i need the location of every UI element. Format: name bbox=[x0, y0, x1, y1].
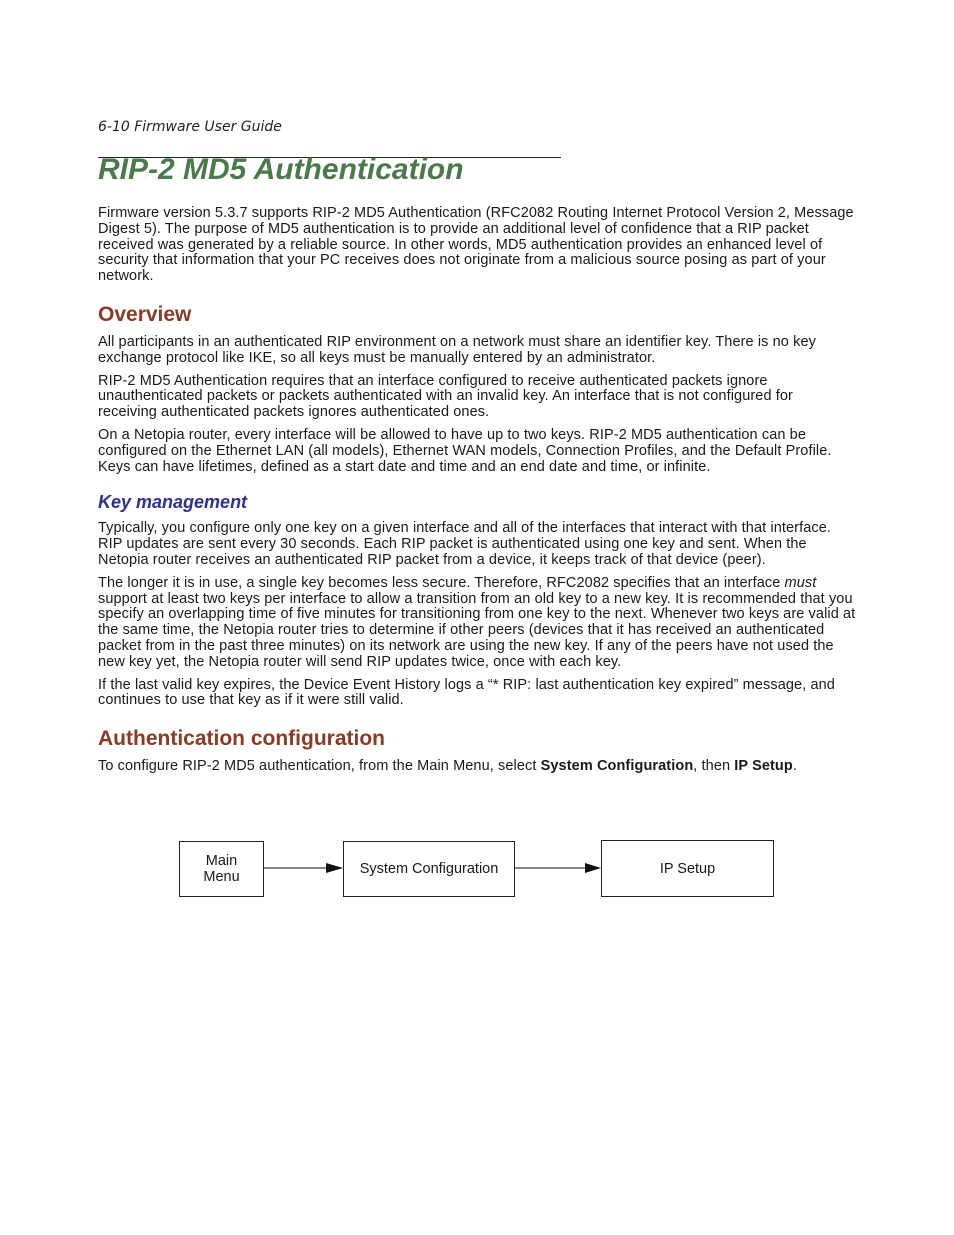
key-management-paragraph-2 bbox=[98, 576, 856, 671]
box-label-line-2: Menu bbox=[203, 869, 240, 885]
text-run: . bbox=[792, 758, 797, 775]
arrow-2 bbox=[515, 863, 601, 873]
text-run: The longer it is in use, a single key becomes less secure. Therefore, RFC2082 specifies that an interface bbox=[98, 574, 785, 591]
diagram-box-system-configuration: System Configuration bbox=[343, 841, 515, 897]
diagram-box-ip-setup: IP Setup bbox=[601, 840, 774, 897]
document-body bbox=[98, 206, 856, 782]
key-management-paragraph-1: Typically, you configure only one key on a given interface and all of the interfaces that interact with that interface. RIP updates are sent every 30 seconds. Each RIP packet is authenticated using one key and sent. When the Netopia router receives an authenticated RIP packet from a device, it keeps track of that device (peer). bbox=[98, 520, 832, 568]
page-title: RIP-2 MD5 Authentication bbox=[98, 153, 464, 186]
key-management-paragraph-3: If the last valid key expires, the Device Event History logs a “* RIP: last authentication key expired” message, and continues to use that key as if it were still valid. bbox=[98, 676, 835, 709]
bold-system-configuration: System Configuration bbox=[540, 758, 694, 775]
auth-config-heading: Authentication configuration bbox=[98, 727, 385, 751]
overview-paragraph-3: On a Netopia router, every interface will be allowed to have up to two keys. RIP-2 MD5 authentication can be configured on the Ethernet LAN (all models), Ethernet WAN models, Connection Profiles, and the Default Profile. Keys can have lifetimes, defined as a start date and time and an end date and time, or infinite. bbox=[98, 426, 832, 475]
diagram-box-main-menu bbox=[179, 841, 264, 897]
bold-ip-setup: IP Setup bbox=[734, 758, 793, 775]
overview-heading: Overview bbox=[98, 302, 192, 326]
overview-paragraph-2: RIP-2 MD5 Authentication requires that an interface configured to receive authenticated packets ignore unauthenticated packets or packets authenticated with an invalid key. An interface that is not configured for receiving authenticated packets ignores authenticated ones. bbox=[98, 372, 793, 421]
text-run: support at least two keys per interface to allow a transition from an old key to a new key. It is recommended that you specify an overlapping time of five minutes for transitioning from one key to the next. Whenever two keys are valid at the same time, the Netopia router tries to determine if other peers (devices that it has received an authenticated packet from in the past three minutes) on its network are using the new key. If any of the peers have not used the new key yet, the Netopia router will send RIP updates twice, once with each key. bbox=[98, 590, 856, 670]
text-run: To configure RIP-2 MD5 authentication, from the Main Menu, select bbox=[98, 758, 541, 775]
text-run: , then bbox=[693, 758, 735, 775]
intro-paragraph: Firmware version 5.3.7 supports RIP-2 MD5 Authentication (RFC2082 Routing Internet Protocol Version 2, Message Digest 5). The purpose of MD5 authentication is to provide an additional level of confidence that a RIP packet received was generated by a reliable source. In other words, MD5 authentication provides an enhanced level of security that information that your PC receives does not originate from a malicious source posing as part of your network. bbox=[98, 205, 854, 285]
emphasis-must: must bbox=[784, 574, 817, 591]
box-label-line-1: Main bbox=[205, 853, 238, 869]
overview-paragraph-1: All participants in an authenticated RIP environment on a network must share an identifier key. There is no key exchange protocol like IKE, so all keys must be manually entered by an administrator. bbox=[98, 333, 816, 366]
auth-config-paragraph bbox=[98, 759, 856, 775]
arrow-1 bbox=[264, 863, 343, 873]
running-header: 6-10 Firmware User Guide bbox=[98, 119, 282, 135]
key-management-heading: Key management bbox=[98, 492, 248, 513]
box-label bbox=[203, 853, 239, 885]
